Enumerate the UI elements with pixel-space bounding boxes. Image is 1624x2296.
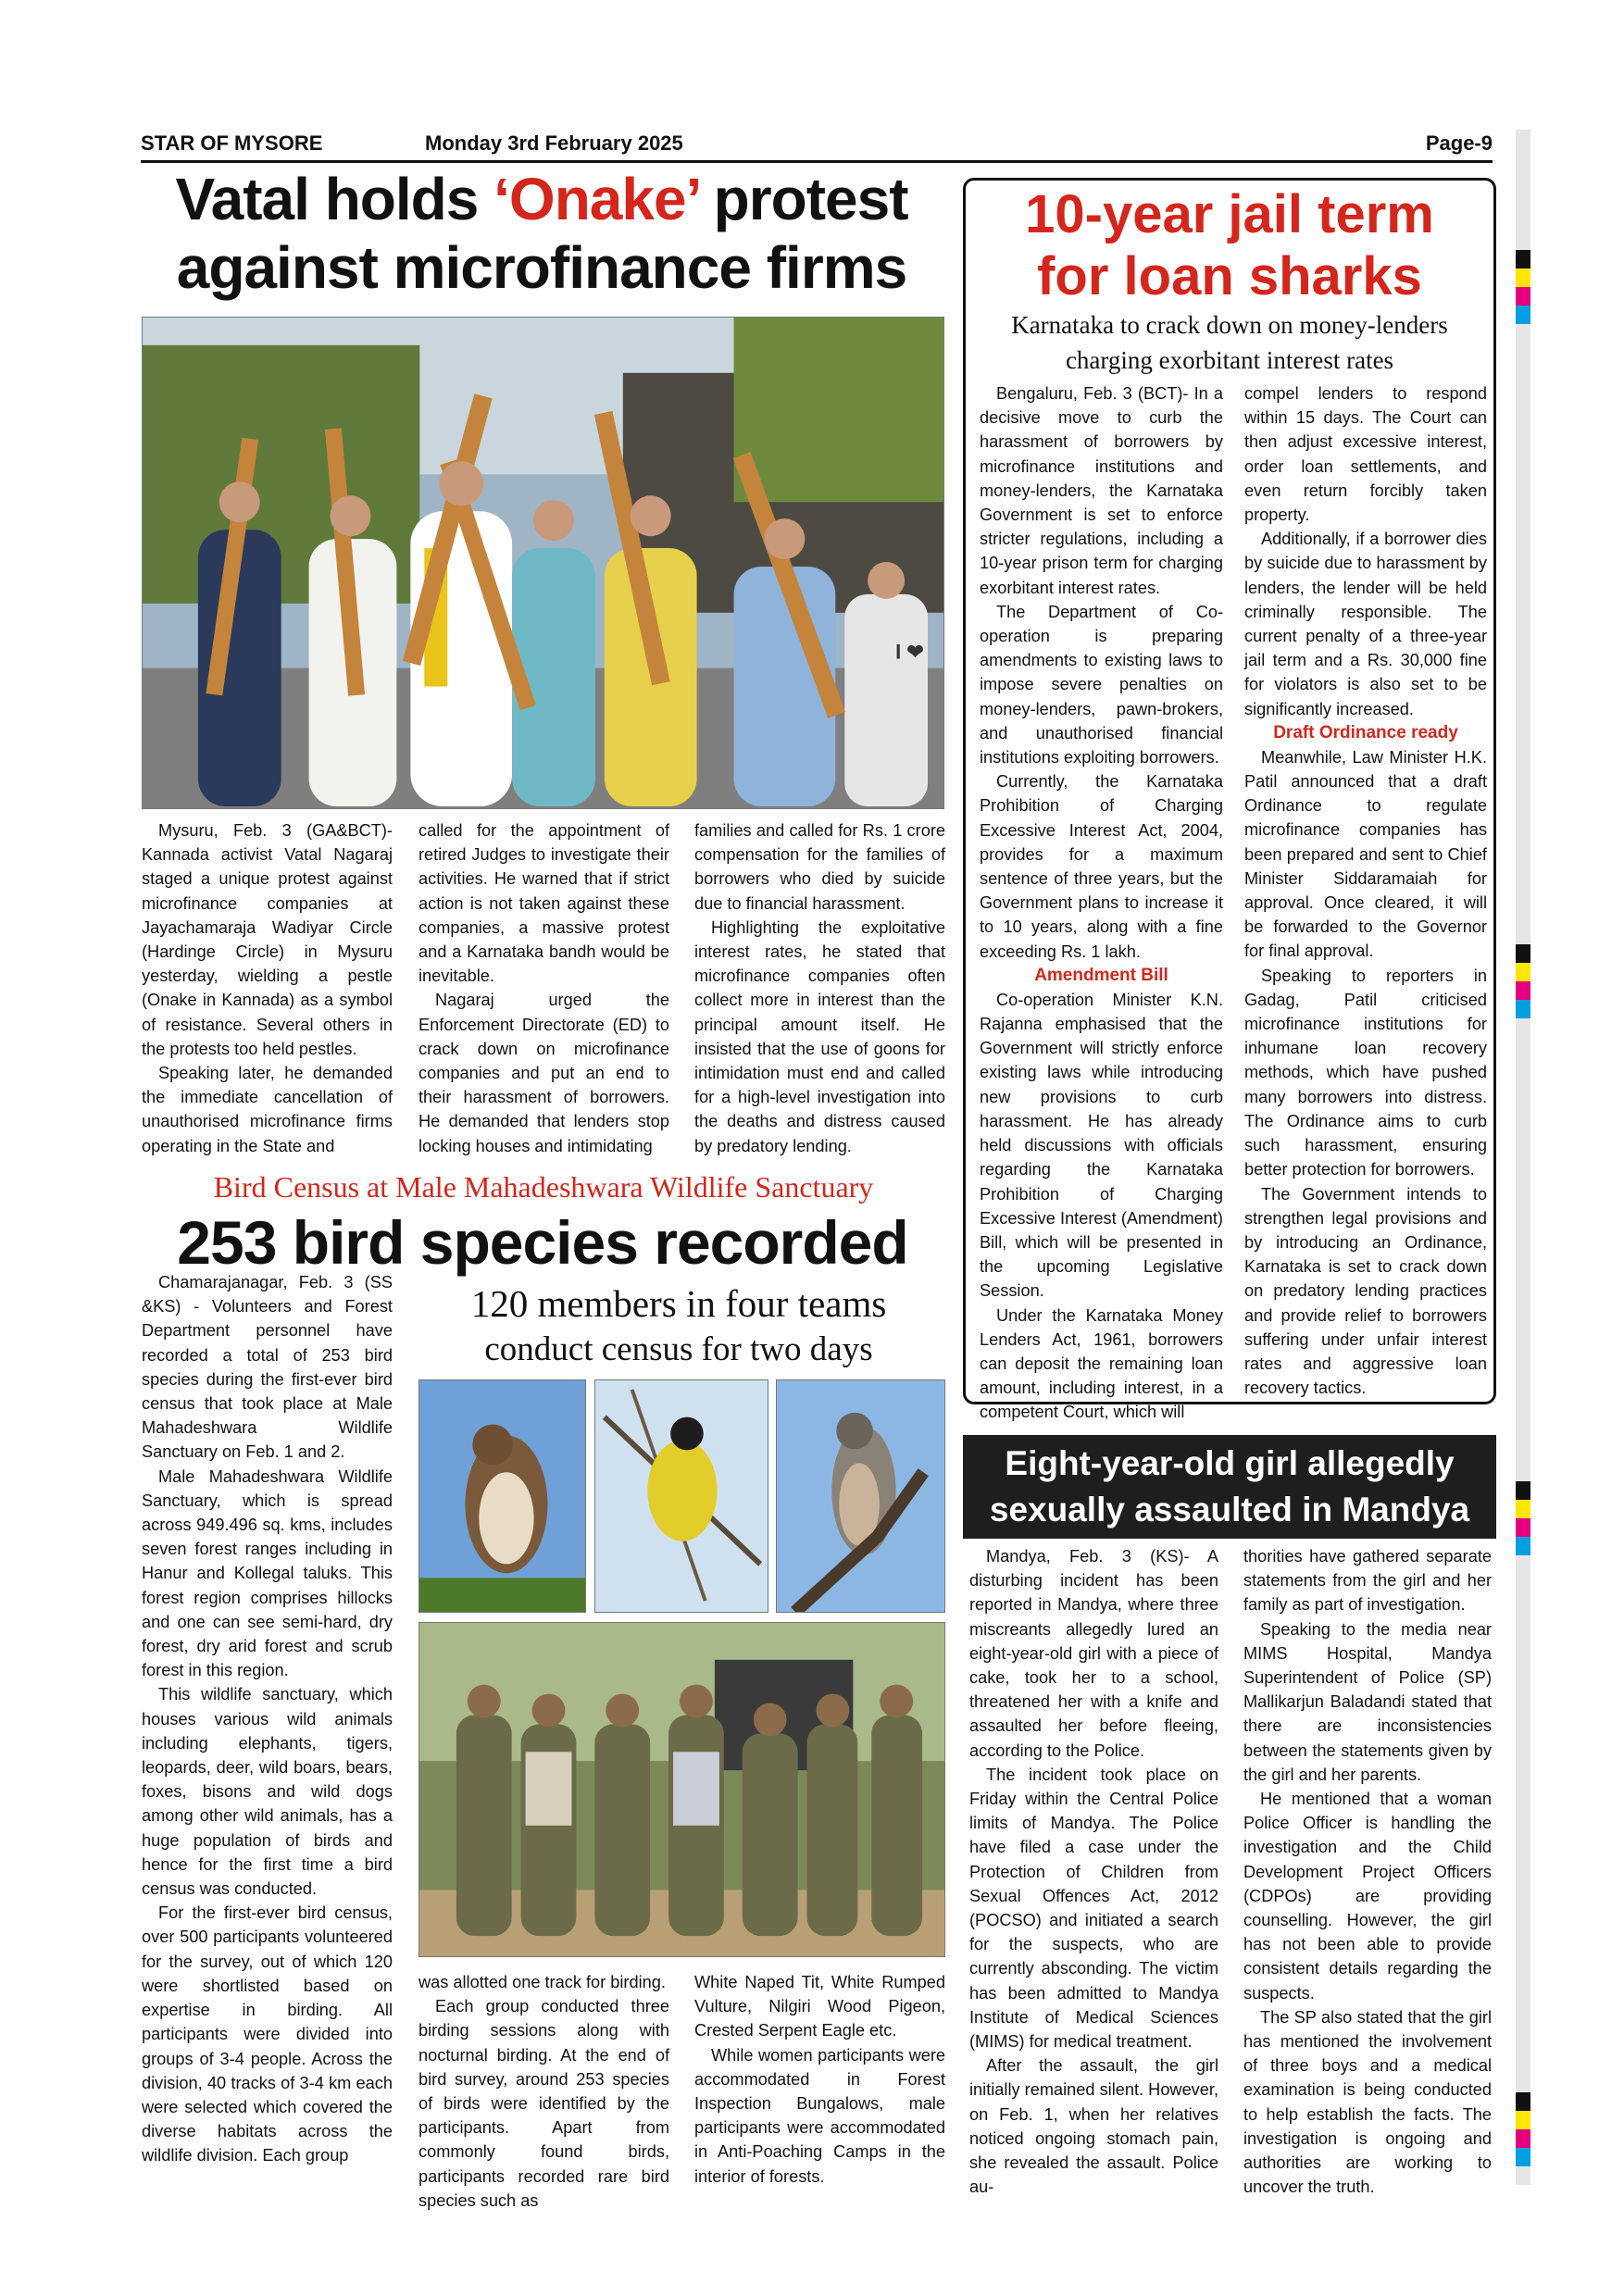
vatal-col-1 (142, 818, 393, 1158)
vatal-para: Highlighting the exploitative interest rates, he stated that microfinance companies often collect more in interest than the principal amount itself. He insisted that the use of goons for intimidation must end and called for a high-level investigation into the deaths and distress caused by predatory lending. (694, 917, 945, 1155)
subhead-amendment-bill: Amendment Bill (1034, 965, 1168, 985)
vatal-para: Nagaraj urged the Enforcement Directorate (ED) to crack down on microfinance companies and put an end to their harassment of borrowers. He demanded that lenders stop locking houses and intimidating (418, 991, 669, 1155)
vatal-headline (134, 165, 949, 302)
tshirt-text: I ❤ (895, 640, 924, 664)
mandya-col-1 (969, 1544, 1218, 2199)
bird-census-team-photo (418, 1622, 945, 1957)
page-number: Page-9 (1425, 131, 1493, 155)
protest-photo (142, 317, 944, 809)
loan-para: Under the Karnataka Money Lenders Act, 1961, borrowers can deposit the remaining loan amount, including interest, in a competent Court, which will (980, 1305, 1223, 1422)
vatal-col-2 (418, 818, 669, 1158)
mandya-para: The SP also stated that the girl has mentioned the involvement of three boys and a medical examination is being conducted to help establish the facts. The investigation is ongoing and authorities are working to uncover the truth. (1243, 2007, 1492, 2197)
bird-para: Male Mahadeshwara Wildlife Sanctuary, which is spread across 949.496 sq. kms, includes seven forest ranges including in Hanur and Kollegal taluks. This forest region comprises hillocks and one can see semi-hard, dry forest, dry arid forest and scrub forest in this region. (142, 1466, 393, 1680)
subhead-draft-ordinance: Draft Ordinance ready (1273, 722, 1458, 742)
bird-col-2 (418, 1970, 669, 2213)
bird-col-3 (694, 1970, 945, 2189)
vatal-para: Mysuru, Feb. 3 (GA&BCT)- Kannada activist Vatal Nagaraj staged a unique protest against microfinance companies at Jayachamaraja Wadiyar Circle (Hardinge Circle) in Mysuru yesterday, wielding a pestle (Onake in Kannada) as a symbol of resistance. Several others in the protests too held pestles. (142, 821, 393, 1058)
vatal-para: called for the appointment of retired Judges to investigate their activities. He warned that if strict action is not taken against these companies, a massive protest and a Karnataka bandh would be inevitable. (418, 821, 669, 986)
vatal-col-3 (694, 818, 945, 1158)
bird-para: This wildlife sanctuary, which houses various wild animals including elephants, tigers, leopards, deer, wild boars, bears, foxes, bisons and wild dogs among other wild animals, has a huge population of birds and hence for the first time a bird census was conducted. (142, 1685, 393, 1899)
bird-photo-yellow (594, 1379, 768, 1613)
loan-deck: Karnataka to crack down on money-lenders charging exorbitant interest rates (1011, 311, 1448, 374)
bird-deck: 120 members in four teams conduct census for two days (470, 1282, 887, 1368)
bird-headline: 253 bird species recorded (177, 1208, 908, 1277)
loan-para: Meanwhile, Law Minister H.K. Patil announced that a draft Ordinance to regulate microfinance companies has been prepared and sent to Chief Minister Siddaramaiah for approval. Once cleared, it will be forwarded to the Governor for final approval. (1244, 747, 1487, 961)
loan-para: Currently, the Karnataka Prohibition of Charging Excessive Interest Act, 2004, provides for a maximum sentence of three years, but the Government plans to increase it to 10 years, along with a fine exceeding Rs. 1 lakh. (980, 772, 1223, 961)
loan-col-1 (980, 381, 1223, 1425)
loan-para: Additionally, if a borrower dies by suicide due to harassment by lenders, the lender will be held criminally responsible. The current penalty of a three-year jail term and a Rs. 30,000 fine for violators is also set to be significantly increased. (1244, 530, 1487, 718)
bird-para: For the first-ever bird census, over 500 participants volunteered for the survey, out of which 120 were shortlisted based on expertise in birding. All participants were divided into groups of 3-4 people. Across the division, 40 tracks of 3-4 km each were selected which covered the diverse habitats across the wildlife division. Each group (142, 1903, 393, 2165)
loan-para: The Department of Co-operation is preparing amendments to existing laws to impose severe penalties on money-lenders, pawn-brokers, and unauthorised financial institutions exploiting borrowers. (980, 602, 1223, 767)
mandya-para: After the assault, the girl initially remained silent. However, on Feb. 1, when her relatives noticed ongoing stomach pain, she revealed the assault. Police au- (969, 2056, 1218, 2197)
loan-para: Speaking to reporters in Gadag, Patil criticised microfinance institutions for inhumane loan recovery methods, which have pushed many borrowers into distress. The Ordinance aims to curb such harassment, ensuring better protection for borrowers. (1244, 966, 1487, 1179)
loan-para: Co-operation Minister K.N. Rajanna emphasised that the Government will strictly enforce existing laws while introducing new provisions to curb harassment. He has already held discussions with officials regarding the Karnataka Prohibition of Charging Excessive Interest (Amendment) Bill, which will be presented in the upcoming Legislative Session. (980, 990, 1223, 1301)
mandya-para: Speaking to the media near MIMS Hospital, Mandya Superintendent of Police (SP) Mallikarjun Baladandi stated that there are inconsistencies between the statements given by the girl and her parents. (1243, 1619, 1492, 1784)
paper-name: STAR OF MYSORE (141, 131, 323, 155)
color-bar-1 (1516, 250, 1530, 324)
loan-para: Bengaluru, Feb. 3 (BCT)- In a decisive move to curb the harassment of borrowers by microfinance institutions and money-lenders, the Karnataka Government is set to enforce stricter regulations, including a 10-year prison term for charging exorbitant interest rates. (980, 384, 1223, 597)
mandya-para: The incident took place on Friday within the Central Police limits of Mandya. The Police have filed a case under the Protection of Children from Sexual Offences Act, 2012 (POCSO) and initiated a search for the suspects, who are currently absconding. The victim has been admitted to Mandya Institute of Medical Sciences (MIMS) for medical treatment. (969, 1765, 1218, 2052)
vatal-para: families and called for Rs. 1 crore compensation for the families of borrowers who died by suicide due to financial harassment. (694, 821, 945, 913)
vatal-headline-line1: Vatal holds ‘Onake’ protest (175, 166, 908, 232)
bird-kicker: Bird Census at Male Mahadeshwara Wildlife Sanctuary (213, 1170, 874, 1204)
loan-para: compel lenders to respond within 15 days. The Court can then adjust excessive interest, order loan settlements, and even return forcibly taken property. (1244, 384, 1487, 525)
bird-para: Chamarajanagar, Feb. 3 (SS &KS) - Volunteers and Forest Department personnel have recorded a total of 253 bird species during the first-ever bird census that took place at Male Mahadeshwara Wildlife Sanctuary on Feb. 1 and 2. (142, 1273, 393, 1462)
loan-headline: 10-year jail term for loan sharks (1025, 184, 1434, 306)
bird-col-1 (142, 1270, 393, 2168)
mandya-headline: Eight-year-old girl allegedly sexually assaulted in Mandya (963, 1435, 1496, 1539)
vatal-para: Speaking later, he demanded the immediate cancellation of unauthorised microfinance firms operating in the State and (142, 1064, 393, 1155)
loan-para: The Government intends to strengthen legal provisions and by introducing an Ordinance, Karnataka is set to crack down on predatory lending practices and provide relief to borrowers suffering under unfair interest rates and aggressive loan recovery tactics. (1244, 1184, 1487, 1398)
mandya-para: He mentioned that a woman Police Officer is handling the investigation and the Child Development Project Officers (CDPOs) are providing counselling. However, the girl has not been able to provide consistent details regarding the suspects. (1243, 1790, 1492, 2003)
masthead (141, 130, 1493, 163)
color-bar-2 (1516, 944, 1530, 1018)
loan-col-2 (1244, 381, 1487, 1400)
print-margin-strip (1516, 130, 1530, 2185)
bird-para: was allotted one track for birding. (418, 1973, 666, 1991)
bird-para: While women participants were accommodated in Forest Inspection Bungalows, male participants were accommodated in Anti-Poaching Camps in the interior of forests. (694, 2045, 945, 2186)
mandya-para: Mandya, Feb. 3 (KS)- A disturbing incident has been reported in Mandya, where three miscreants allegedly lured an eight-year-old girl with a piece of cake, took her to a school, threatened her with a knife and assaulted her before fleeing, according to the Police. (969, 1547, 1218, 1760)
bird-photo-hawk (776, 1379, 945, 1613)
bird-photo-eagle (418, 1379, 586, 1613)
mandya-col-2 (1243, 1544, 1492, 2199)
vatal-headline-line2: against microfinance firms (176, 234, 907, 301)
issue-date: Monday 3rd February 2025 (425, 131, 683, 155)
color-bar-3 (1516, 1481, 1530, 1555)
mandya-para: thorities have gathered separate statements from the girl and her family as part of investigation. (1243, 1547, 1492, 1615)
bird-para: White Naped Tit, White Rumped Vulture, Nilgiri Wood Pigeon, Crested Serpent Eagle etc. (694, 1973, 945, 2040)
color-bar-4 (1516, 2092, 1530, 2166)
bird-para: Each group conducted three birding sessions along with nocturnal birding. At the end of bird survey, around 253 species of birds were identified by the participants. Apart from commonly found birds, participants recorded rare bird species such as (418, 1997, 669, 2210)
